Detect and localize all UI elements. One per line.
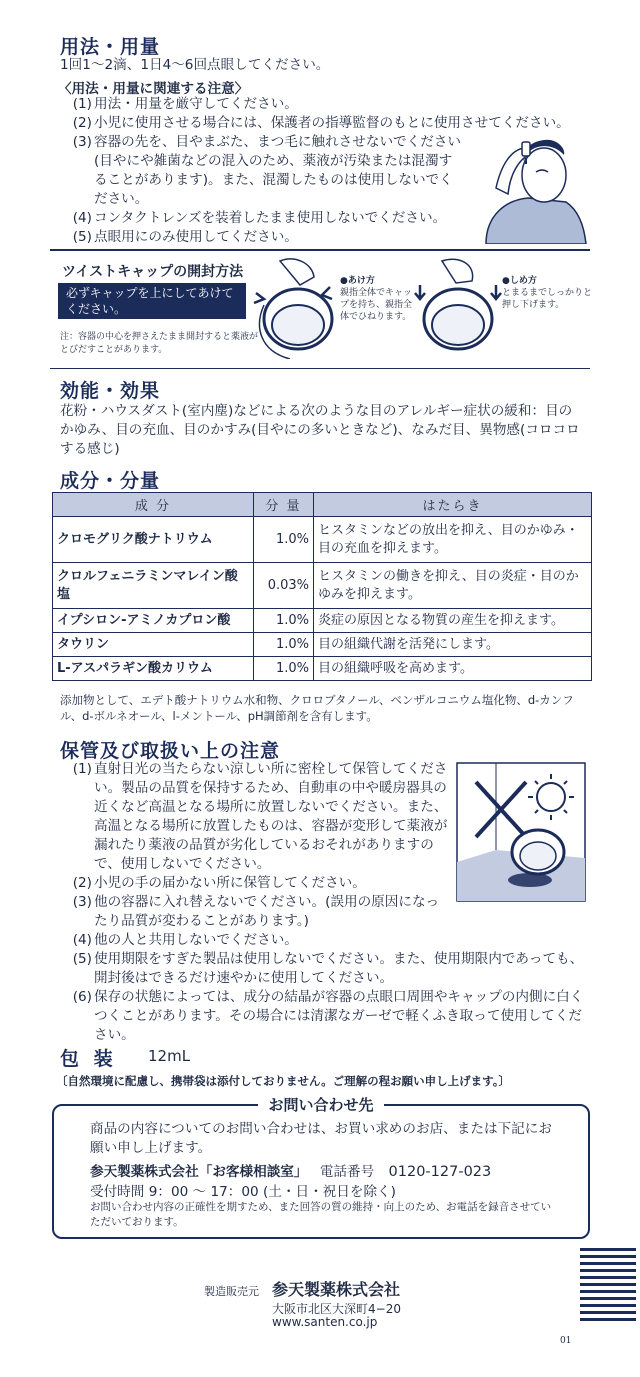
cap-open-instructions — [340, 275, 420, 323]
eco-note: 〔自然環境に配慮し、携帯袋は添付しておりません。ご理解の程お願い申し上げます。〕 — [56, 1074, 511, 1088]
ingredients-title: 成分・分量 — [60, 470, 161, 492]
divider — [50, 249, 590, 251]
usage-note-item: (4) コンタクトレンズを装着したまま使用しないでください。 — [72, 210, 447, 226]
ingredient-effect: 目の組織代謝を活発にします。 — [314, 633, 592, 657]
effects-text: 花粉・ハウスダスト(室内塵)などによる次のような目のアレルギー症状の緩和：目のかゆみ、目の充血、目のかすみ(目やにの多いときなど)、なみだ目、異物感(コロコロする感じ) — [60, 403, 580, 457]
contact-title-wrap — [54, 1094, 588, 1115]
ingredient-effect: ヒスタミンの働きを抑え、目の炎症・目のかゆみを抑えます。 — [314, 563, 592, 609]
contact-phone-label: 電話番号 — [319, 1164, 375, 1180]
cap-close-text: とまるまでしっかりと押し下げます。 — [502, 288, 593, 310]
page-code: 01 — [560, 1336, 572, 1346]
contact-note: お問い合わせ内容の正確性を期すため、また回答の質の維持・向上のため、お電話を録音させていただいております。 — [90, 1201, 552, 1228]
twist-cap-note: 注：容器の中心を押さえたまま開封すると薬液がとびだすことがあります。 — [60, 332, 259, 355]
package-label: 包 装 — [60, 1048, 117, 1070]
cap-open-illustration — [250, 255, 340, 359]
storage-item: (6) 保存の状態によっては、成分の結晶が容器の点眼口周囲やキャップの内側に白くつくことがあります。その場合には清潔なガーゼで軽くふき取って使用してください。 — [72, 989, 584, 1043]
column-header: 分 量 — [254, 493, 314, 517]
eye-drop-illustration — [466, 120, 590, 244]
effects-title: 効能・効果 — [60, 380, 161, 402]
maker-url[interactable]: www.santen.co.jp — [272, 1315, 378, 1329]
ingredient-amount: 0.03% — [254, 563, 314, 609]
contact-company-row — [90, 1160, 570, 1180]
package-value: 12mL — [148, 1047, 191, 1065]
usage-note-item: (2) 小児に使用させる場合には、保護者の指導監督のもとに使用させてください。 — [72, 115, 570, 131]
ingredient-name: クロモグリク酸ナトリウム — [53, 517, 254, 563]
contact-title: お問い合わせ先 — [258, 1096, 383, 1114]
ingredients-table-wrap — [52, 492, 592, 681]
cap-open-title: ●あけ方 — [340, 276, 375, 286]
usage-notes-title: 〈用法・用量に関連する注意〉 — [58, 81, 249, 97]
maker-name: 参天製薬株式会社 — [272, 1280, 401, 1299]
ingredient-amount: 1.0% — [254, 657, 314, 681]
usage-note-item: (3) 容器の先を、目やまぶた、まつ毛に触れさせないでください(目やにや雑菌などの混入のため、薬液が汚染または混濁することがあります)。また、混濁したものは使用しないでください。 — [72, 134, 462, 207]
ingredient-effect: ヒスタミンなどの放出を抑え、目のかゆみ・目の充血を抑えます。 — [314, 517, 592, 563]
ingredient-name: タウリン — [53, 633, 254, 657]
table-header-row — [53, 493, 592, 517]
ingredient-name: L-アスパラギン酸カリウム — [53, 657, 254, 681]
print-stripes-graphic — [580, 1248, 636, 1328]
storage-title: 保管及び取扱い上の注意 — [60, 740, 281, 762]
divider — [50, 368, 590, 369]
twist-cap-banner: 必ずキャップを上にしてあけてください。 — [58, 283, 246, 319]
ingredient-amount: 1.0% — [254, 609, 314, 633]
cap-open-text: 親指全体でキャップを持ち、親指全体でひねります。 — [340, 288, 413, 322]
storage-item: (5) 使用期限をすぎた製品は使用しないでください。また、使用期限内であっても、開封後はできるだけ速やかに使用してください。 — [72, 951, 584, 986]
usage-title: 用法・用量 — [60, 36, 161, 58]
ingredient-amount: 1.0% — [254, 517, 314, 563]
table-row — [53, 517, 592, 563]
storage-item: (3) 他の容器に入れ替えないでください。(誤用の原因になったり品質が変わることがあります。) — [72, 894, 440, 929]
cap-close-title: ●しめ方 — [502, 276, 537, 286]
maker-address: 大阪市北区大深町4−20 — [272, 1302, 401, 1316]
usage-line: 1回1～2滴、1日4～6回点眼してください。 — [60, 57, 330, 73]
twist-cap-section — [50, 253, 593, 365]
ingredient-amount: 1.0% — [254, 633, 314, 657]
table-row — [53, 609, 592, 633]
storage-illustration — [456, 762, 586, 902]
contact-hours: 受付時間 9：00 ～ 17：00 (土・日・祝日を除く) — [90, 1184, 396, 1200]
twist-cap-title: ツイストキャップの開封方法 — [62, 264, 244, 280]
cap-close-illustration — [412, 255, 502, 359]
table-row — [53, 633, 592, 657]
maker-label: 製造販売元 — [204, 1285, 259, 1298]
cap-close-instructions — [502, 275, 592, 311]
ingredient-effect: 炎症の原因となる物質の産生を抑えます。 — [314, 609, 592, 633]
ingredients-table — [52, 492, 592, 681]
ingredient-effect: 目の組織呼吸を高めます。 — [314, 657, 592, 681]
additives-text: 添加物として、エデト酸ナトリウム水和物、クロロブタノール、ベンザルコニウム塩化物、d-カンフル、d-ボルネオール、l-メントール、pH調節剤を含有します。 — [60, 693, 574, 723]
contact-box — [52, 1096, 590, 1239]
usage-note-item: (5) 点眼用にのみ使用してください。 — [72, 229, 298, 245]
ingredient-name: クロルフェニラミンマレイン酸塩 — [53, 563, 254, 609]
usage-section — [60, 32, 160, 59]
table-row — [53, 657, 592, 681]
usage-note-item: (1) 用法・用量を厳守してください。 — [72, 96, 298, 112]
contact-line: 商品の内容についてのお問い合わせは、お買い求めのお店、または下記にお願い申し上げます。 — [90, 1121, 552, 1156]
storage-item: (4) 他の人と共用しないでください。 — [72, 932, 298, 948]
column-header: はたらき — [314, 493, 592, 517]
storage-item: (1) 直射日光の当たらない涼しい所に密栓して保管してください。製品の品質を保持するため、自動車の中や暖房器具の近くなど高温となる場所に放置しないでください。また、高温となる場所に放置したものは、容器が変形して薬液が漏れたり薬液の品質が劣化しているおそれがありますので、使用しないでください。 — [72, 761, 448, 872]
column-header: 成 分 — [53, 493, 254, 517]
contact-phone[interactable]: 0120-127-023 — [388, 1164, 492, 1180]
ingredient-name: イプシロン-アミノカプロン酸 — [53, 609, 254, 633]
storage-item: (2) 小児の手の届かない所に保管してください。 — [72, 875, 366, 891]
table-row — [53, 563, 592, 609]
contact-company: 参天製薬株式会社「お客様相談室」 — [90, 1164, 308, 1180]
